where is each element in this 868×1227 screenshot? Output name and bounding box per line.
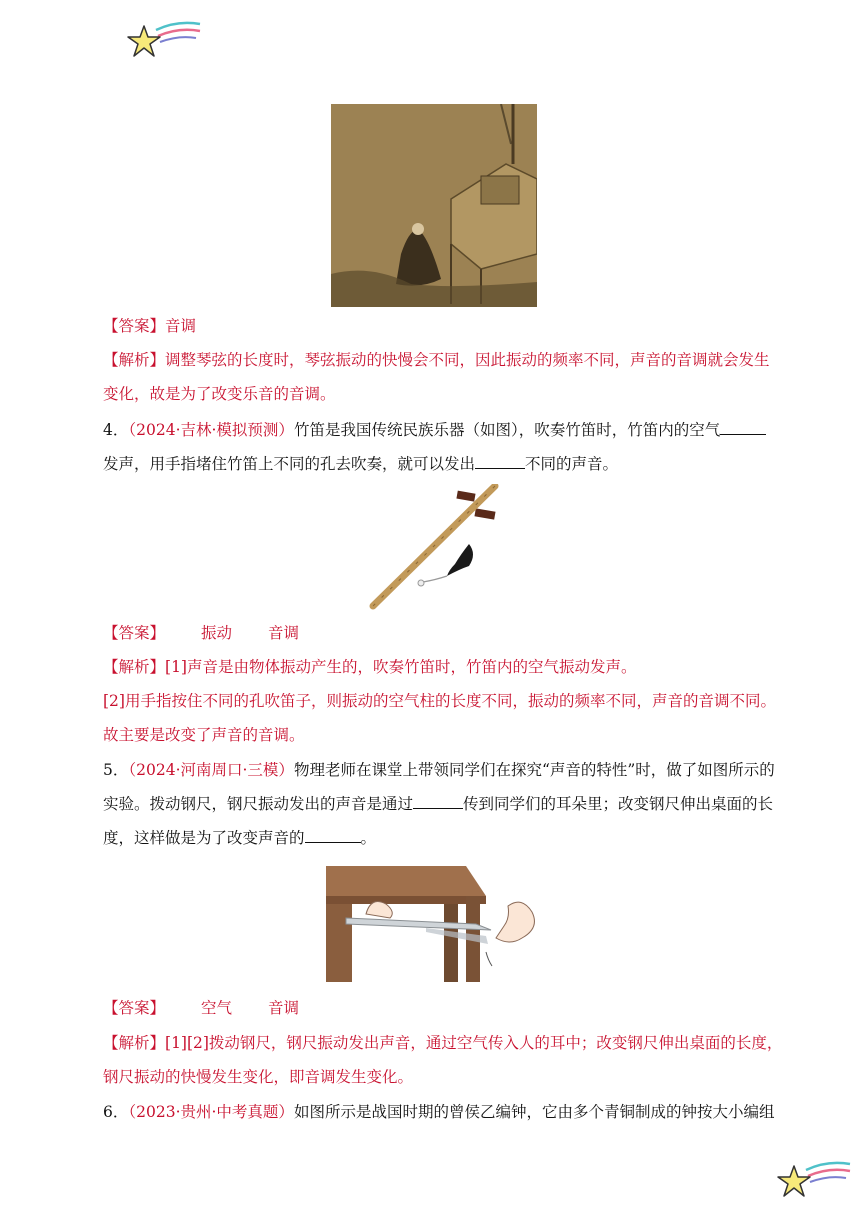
q5-stem-cont <box>103 794 773 814</box>
question-source: （2024·吉林·模拟预测） <box>128 421 294 439</box>
analysis-text: [1][2]拨动钢尺，钢尺振动发出声音，通过空气传入人的耳中；改变钢尺伸出桌面的长度， <box>165 1034 783 1052</box>
q3-analysis-cont: 变化，故是为了改变乐音的音调。 <box>103 385 336 403</box>
analysis-label: 【解析】 <box>103 351 166 369</box>
analysis-label: 【解析】 <box>103 1034 166 1052</box>
star-icon <box>122 16 202 62</box>
answer-label: 【答案】 <box>103 317 166 335</box>
ruler-figure <box>326 866 544 982</box>
q5-stem <box>103 760 775 780</box>
question-number: 6． <box>103 1103 129 1121</box>
q5-analysis <box>103 1033 782 1053</box>
question-number: 5． <box>103 761 129 779</box>
answer-blank <box>720 420 766 435</box>
answer-blank <box>475 454 525 469</box>
q6-stem <box>103 1102 774 1122</box>
answer-text: 音调 <box>268 624 300 642</box>
question-text: 实验。拨动钢尺，钢尺振动发出的声音是通过 <box>103 795 414 813</box>
q4-analysis <box>103 657 636 677</box>
analysis-text: [1]声音是由物体振动产生的，吹奏竹笛时，竹笛内的空气振动发声。 <box>165 658 637 676</box>
answer-text: 振动 <box>201 624 233 642</box>
question-text: 物理老师在课堂上带领同学们在探究“声音的特性”时，做了如图所示的 <box>293 761 775 779</box>
question-text: 如图所示是战国时期的曾侯乙编钟，它由多个青铜制成的钟按大小编组 <box>293 1103 775 1121</box>
q4-stem <box>103 420 766 440</box>
q3-analysis <box>103 350 770 370</box>
flute-figure <box>365 484 505 610</box>
question-text: 不同的声音。 <box>525 455 619 473</box>
answer-label: 【答案】 <box>103 999 166 1017</box>
analysis-label: 【解析】 <box>103 658 166 676</box>
q4-stem-cont <box>103 454 618 474</box>
analysis-text: 调整琴弦的长度时，琴弦振动的快慢会不同，因此振动的频率不同，声音的音调就会发生 <box>165 351 770 369</box>
q4-analysis-cont: 故主要是改变了声音的音调。 <box>103 726 305 744</box>
question-text: 度，这样做是为了改变声音的 <box>103 829 305 847</box>
answer-blank <box>413 794 463 809</box>
q4-analysis-cont: [2]用手指按住不同的孔吹笛子，则振动的空气柱的长度不同，振动的频率不同，声音的音调不同。 <box>103 692 776 710</box>
question-text: 竹笛是我国传统民族乐器（如图），吹奏竹笛时，竹笛内的空气 <box>293 421 721 439</box>
question-source: （2023·贵州·中考真题） <box>128 1103 294 1121</box>
q5-answer <box>103 998 299 1018</box>
question-text: 。 <box>360 829 377 847</box>
answer-blank <box>305 828 361 843</box>
answer-text: 空气 <box>201 999 233 1017</box>
painting-figure <box>331 104 537 307</box>
q4-answer <box>103 623 299 643</box>
question-source: （2024·河南周口·三模） <box>128 761 294 779</box>
question-text: 传到同学们的耳朵里；改变钢尺伸出桌面的长 <box>463 795 774 813</box>
answer-label: 【答案】 <box>103 624 166 642</box>
question-text: 发声，用手指堵住竹笛上不同的孔去吹奏，就可以发出 <box>103 455 476 473</box>
answer-text: 音调 <box>165 317 197 335</box>
question-number: 4． <box>103 421 129 439</box>
q5-analysis-cont: 钢尺振动的快慢发生变化，即音调发生变化。 <box>103 1068 414 1086</box>
star-icon <box>772 1156 852 1202</box>
q3-answer <box>103 316 196 336</box>
q5-stem-cont <box>103 828 376 848</box>
answer-text: 音调 <box>268 999 300 1017</box>
